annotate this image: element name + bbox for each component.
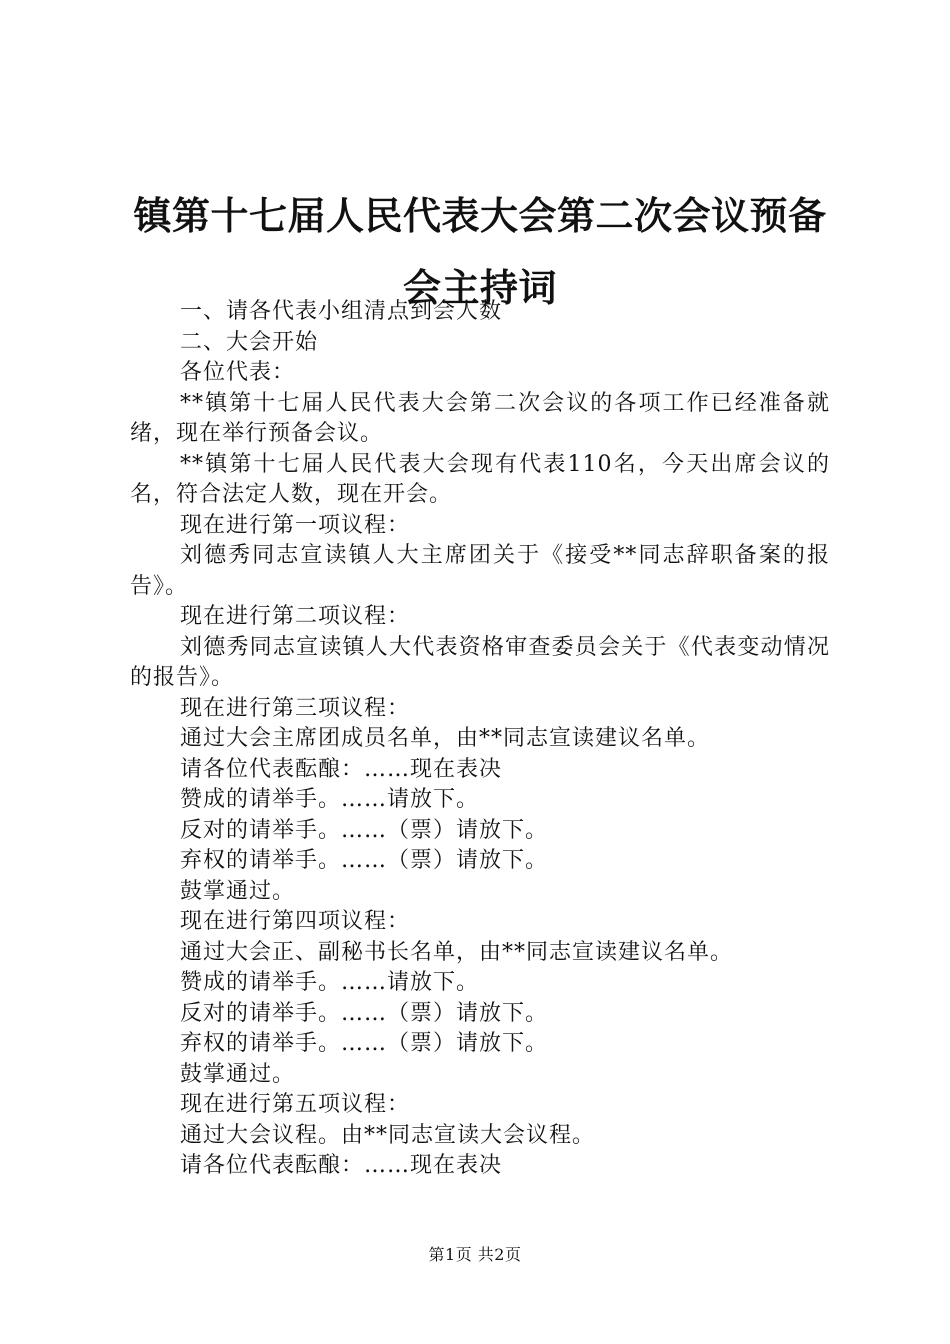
paragraph: 二、大会开始 <box>180 329 319 355</box>
page-footer: 第1页 共2页 <box>428 1245 522 1264</box>
paragraph: 赞成的请举手。……请放下。 <box>180 970 480 995</box>
paragraph: 请各位代表酝酿：……现在表决 <box>180 756 503 782</box>
paragraph: 各位代表： <box>180 360 296 385</box>
document-body <box>130 297 830 1182</box>
paragraph: 反对的请举手。……（票）请放下。 <box>180 1000 549 1026</box>
paragraph: 弃权的请举手。……（票）请放下。 <box>180 848 549 873</box>
paragraph: 请各位代表酝酿：……现在表决 <box>180 1153 503 1178</box>
paragraph: 赞成的请举手。……请放下。 <box>180 787 480 812</box>
paragraph: 现在进行第五项议程： <box>180 1092 411 1117</box>
paragraph: 通过大会正、副秘书长名单，由**同志宣读建议名单。 <box>180 939 734 965</box>
paragraph: 刘德秀同志宣读镇人大主席团关于《接受**同志辞职备案的报告》。 <box>130 543 830 599</box>
paragraph: 刘德秀同志宣读镇人大代表资格审查委员会关于《代表变动情况的报告》。 <box>130 634 830 690</box>
paragraph: 弃权的请举手。……（票）请放下。 <box>180 1031 549 1056</box>
paragraph: 反对的请举手。……（票）请放下。 <box>180 817 549 843</box>
paragraph: **镇第十七届人民代表大会第二次会议的各项工作已经准备就绪，现在举行预备会议。 <box>130 390 830 446</box>
paragraph: **镇第十七届人民代表大会现有代表110名，今天出席会议的名，符合法定人数，现在开会。 <box>130 451 830 507</box>
paragraph: 通过大会议程。由**同志宣读大会议程。 <box>180 1122 596 1148</box>
paragraph: 现在进行第四项议程： <box>180 909 411 934</box>
paragraph: 现在进行第二项议程： <box>180 604 411 629</box>
paragraph: 鼓掌通过。 <box>180 878 296 904</box>
paragraph: 现在进行第一项议程： <box>180 512 411 538</box>
paragraph: 鼓掌通过。 <box>180 1061 296 1087</box>
paragraph: 现在进行第三项议程： <box>180 695 411 721</box>
paragraph: 一、请各代表小组清点到会人数 <box>180 299 503 324</box>
paragraph: 通过大会主席团成员名单，由**同志宣读建议名单。 <box>180 726 711 751</box>
document-title: 镇第十七届人民代表大会第二次会议预备会主持词 <box>133 194 827 310</box>
